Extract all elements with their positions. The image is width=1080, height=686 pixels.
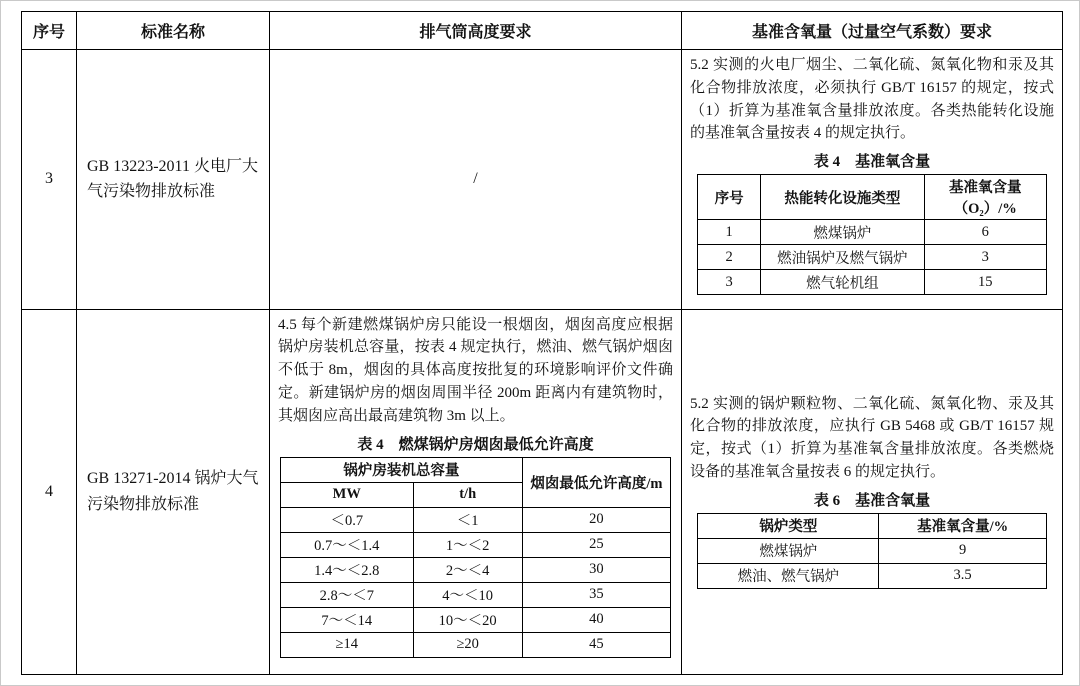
table4-row <box>698 220 1046 245</box>
chimney-row <box>280 557 670 582</box>
table4-h-oxy: 基准氧含量（O₂）/% <box>924 175 1046 220</box>
chimney-cell: 2.8～＜7 <box>280 582 413 607</box>
chimney-cell: 7～＜14 <box>280 607 413 632</box>
chimney-cell: 25 <box>522 532 670 557</box>
table6-cell: 燃油、燃气锅炉 <box>698 563 879 588</box>
table-row-3 <box>22 50 1063 310</box>
chimney-h-height: 烟囱最低允许高度/m <box>522 457 670 507</box>
chimney-cell: 40 <box>522 607 670 632</box>
table6-row <box>698 538 1046 563</box>
table4-cell: 2 <box>698 245 761 270</box>
table6-h-type: 锅炉类型 <box>698 513 879 538</box>
table4-header-row <box>698 175 1046 220</box>
table4-cell: 燃油锅炉及燃气锅炉 <box>761 245 925 270</box>
chimney-cell: 0.7～＜1.4 <box>280 532 413 557</box>
row3-oxygen-cell <box>682 50 1063 310</box>
table-row-4 <box>22 309 1063 674</box>
row3-oxygen-text: 5.2 实测的火电厂烟尘、二氧化硫、氮氧化物和汞及其化合物排放浓度，必须执行 GB/T 16157 的规定，按式（1）折算为基准氧含量排放浓度。各类热能转化设施的基准氧含量按表 4 的规定执行。 <box>690 57 1054 142</box>
row3-name-cell: GB 13223-2011 火电厂大气污染物排放标准 <box>77 50 270 310</box>
table6-cell: 3.5 <box>879 563 1046 588</box>
chimney-cell: ＜1 <box>413 507 522 532</box>
header-col-name: 标准名称 <box>77 12 270 50</box>
row4-no-cell: 4 <box>22 309 77 674</box>
table4-oxygen-title: 表 4 基准氧含量 <box>813 154 931 171</box>
table4-oxygen <box>697 174 1046 295</box>
row4-height-cell <box>270 309 682 674</box>
chimney-cell: 45 <box>522 632 670 657</box>
header-row <box>22 12 1063 50</box>
table4-h-no: 序号 <box>698 175 761 220</box>
chimney-h-capacity: 锅炉房装机总容量 <box>280 457 522 482</box>
chimney-header-row-1 <box>280 457 670 482</box>
row4-name-cell: GB 13271-2014 锅炉大气污染物排放标准 <box>77 309 270 674</box>
table4-h-type: 热能转化设施类型 <box>761 175 925 220</box>
row4-oxygen-cell <box>682 309 1063 674</box>
chimney-cell: ＜0.7 <box>280 507 413 532</box>
header-col-oxygen: 基准含氧量（过量空气系数）要求 <box>682 12 1063 50</box>
chimney-row <box>280 607 670 632</box>
chimney-row <box>280 582 670 607</box>
row3-no-cell: 3 <box>22 50 77 310</box>
table4-cell: 燃煤锅炉 <box>761 220 925 245</box>
table4-cell: 燃气轮机组 <box>761 270 925 295</box>
table4-cell: 3 <box>924 245 1046 270</box>
chimney-cell: 35 <box>522 582 670 607</box>
row4-height-text: 4.5 每个新建燃煤锅炉房只能设一根烟囱，烟囱高度应根据锅炉房装机总容量，按表 4 规定执行，燃油、燃气锅炉烟囱不低于 8m，烟囱的具体高度按批复的环境影响评价文件确定。新建锅炉房的烟囱周围半径 200m 距离内有建筑物时，其烟囱应高出最高建筑物 3m 以上。 <box>278 316 673 424</box>
table6-title: 表 6 基准含氧量 <box>813 492 931 509</box>
chimney-cell: 2～＜4 <box>413 557 522 582</box>
table6-cell: 燃煤锅炉 <box>698 538 879 563</box>
table4-row <box>698 270 1046 295</box>
chimney-table-title: 表 4 燃煤锅炉房烟囱最低允许高度 <box>357 436 594 453</box>
chimney-height-table <box>280 457 671 658</box>
header-col-no: 序号 <box>22 12 77 50</box>
table6-cell: 9 <box>879 538 1046 563</box>
row4-oxygen-text: 5.2 实测的锅炉颗粒物、二氧化硫、氮氧化物、汞及其化合物的排放浓度，应执行 GB 5468 或 GB/T 16157 规定，按式（1）折算为基准氧含量排放浓度。各类燃烧设备的基准氧含量按表 6 的规定执行。 <box>690 395 1054 481</box>
chimney-h-th: t/h <box>413 482 522 507</box>
chimney-h-mw: MW <box>280 482 413 507</box>
chimney-row <box>280 532 670 557</box>
standards-table <box>21 11 1063 675</box>
chimney-cell: ≥20 <box>413 632 522 657</box>
table6-h-oxy: 基准氧含量/% <box>879 513 1046 538</box>
header-col-height: 排气筒高度要求 <box>270 12 682 50</box>
chimney-cell: 1.4～＜2.8 <box>280 557 413 582</box>
chimney-cell: ≥14 <box>280 632 413 657</box>
chimney-row <box>280 632 670 657</box>
table4-cell: 3 <box>698 270 761 295</box>
table6-row <box>698 563 1046 588</box>
table4-cell: 15 <box>924 270 1046 295</box>
chimney-cell: 4～＜10 <box>413 582 522 607</box>
table6-oxygen <box>697 513 1046 589</box>
chimney-cell: 30 <box>522 557 670 582</box>
chimney-cell: 1～＜2 <box>413 532 522 557</box>
chimney-row <box>280 507 670 532</box>
table4-cell: 1 <box>698 220 761 245</box>
table4-cell: 6 <box>924 220 1046 245</box>
chimney-cell: 10～＜20 <box>413 607 522 632</box>
row3-height-cell: / <box>270 50 682 310</box>
chimney-cell: 20 <box>522 507 670 532</box>
table6-header-row <box>698 513 1046 538</box>
table4-row <box>698 245 1046 270</box>
